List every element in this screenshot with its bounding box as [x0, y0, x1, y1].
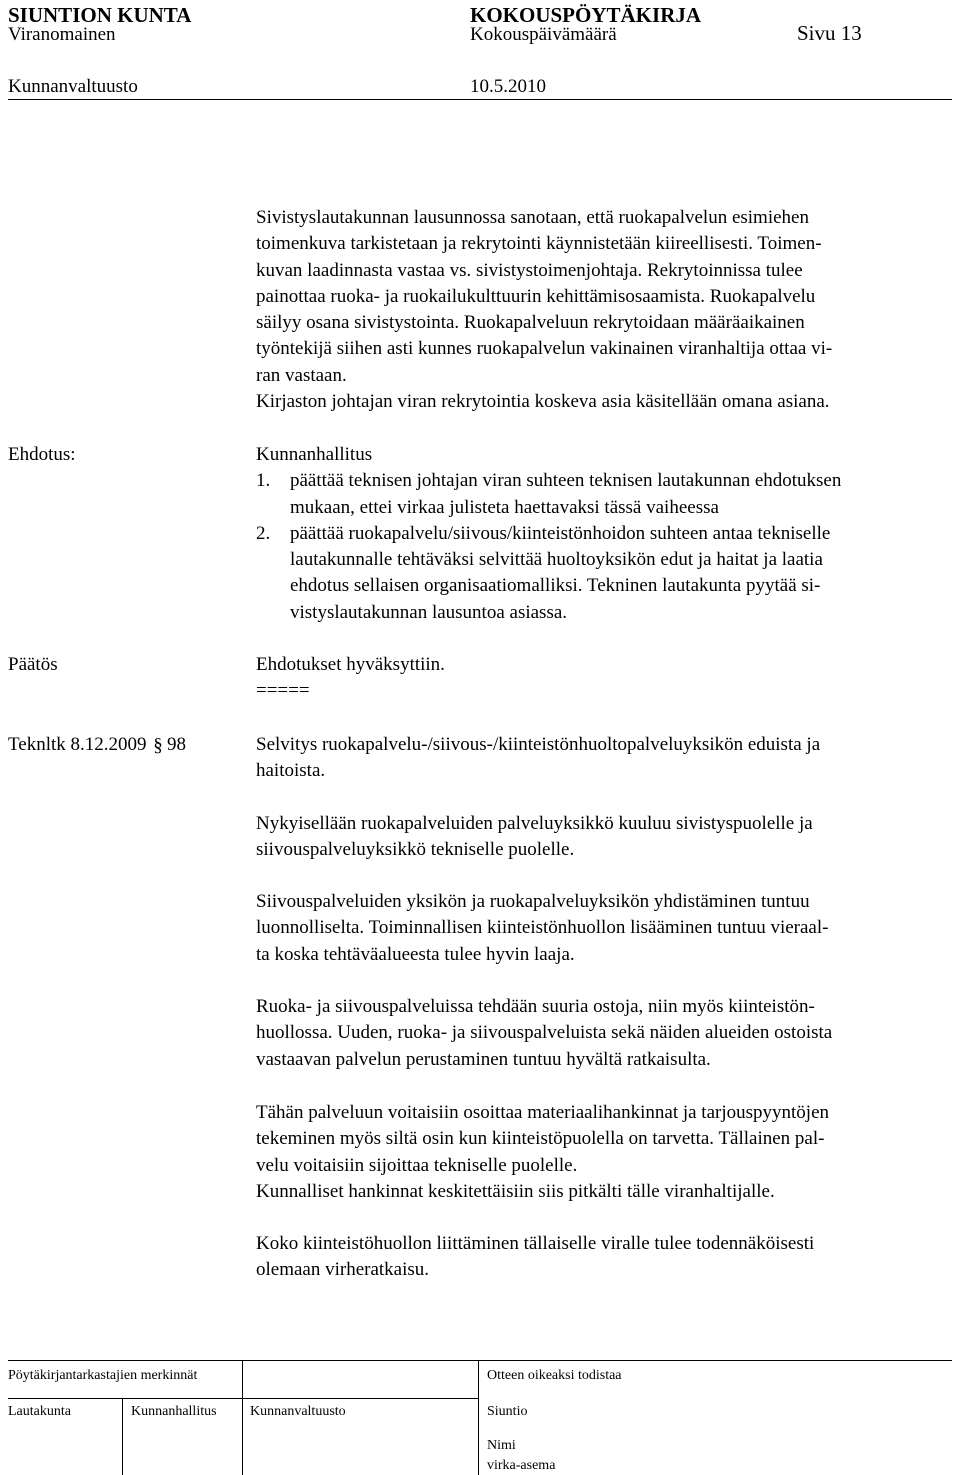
text-line: ta koska tehtäväalueesta tulee hyvin laaja. — [256, 943, 575, 965]
decision-body — [256, 652, 956, 705]
footer-position: virka-asema — [487, 1458, 556, 1473]
meeting-date: 10.5.2010 — [470, 76, 546, 97]
decision-text: Ehdotukset hyväksyttiin. — [256, 654, 445, 675]
paragraph — [256, 1100, 956, 1205]
text-line: lautakunnalle tehtäväksi selvittää huoltoyksikön edut ja haitat ja laatia — [290, 549, 823, 571]
reviewers-notes-label: Pöytäkirjantarkastajien merkinnät — [8, 1368, 198, 1383]
text-line: olemaan virheratkaisu. — [256, 1259, 430, 1281]
text-line: velu voitaisiin sijoittaa tekniselle puolelle. — [256, 1154, 578, 1176]
footer-divider-top — [8, 1360, 952, 1361]
text-line: mukaan, ettei virkaa julisteta haettavaksi tässä vaiheessa — [290, 496, 719, 518]
proposal-item-1 — [256, 468, 956, 494]
text-line: päättää teknisen johtajan viran suhteen teknisen lautakunnan ehdotuksen — [290, 470, 842, 492]
text-line: Tähän palveluun voitaisiin osoittaa materiaalihankinnat ja tarjouspyyntöjen — [256, 1102, 830, 1123]
authority-label: Viranomainen — [8, 24, 116, 45]
proposal-body-heading: Kunnanhallitus — [256, 444, 373, 465]
technical-title — [256, 732, 956, 785]
footer-committee: Lautakunta — [8, 1404, 71, 1419]
text-line: haitoista. — [256, 760, 326, 782]
text-line: ehdotus sellaisen organisaatiomalliksi. Tekninen lautakunta pyytää si- — [290, 575, 821, 597]
proposal-label: Ehdotus: — [8, 444, 76, 465]
footer-divider-middle — [8, 1398, 478, 1399]
text-line: säilyy osana sivistystointa. Ruokapalveluun rekrytoidaan määräaikainen — [256, 312, 805, 334]
text-line: huollossa. Uuden, ruoka- ja siivouspalveluista sekä näiden alueiden ostoista — [256, 1022, 833, 1044]
text-line: Nykyisellään ruokapalveluiden palveluyksikkö kuuluu sivistyspuolelle ja — [256, 813, 813, 834]
footer-column-divider — [478, 1360, 479, 1475]
text-line: päättää ruokapalvelu/siivous/kiinteistönhoidon suhteen antaa tekniselle — [290, 522, 831, 544]
certification-label: Otteen oikeaksi todistaa — [487, 1368, 622, 1383]
text-line: Sivistyslautakunnan lausunnossa sanotaan, että ruokapalvelun esimiehen — [256, 207, 809, 228]
paragraph — [256, 994, 956, 1073]
text-line: Kirjaston johtajan viran rekrytointia koskeva asia käsitellään omana asiana. — [256, 391, 830, 413]
text-line: painottaa ruoka- ja ruokailukulttuurin kehittämisosaamista. Ruokapalvelu — [256, 285, 816, 307]
technical-reference — [8, 732, 186, 758]
paragraph — [256, 889, 956, 968]
decision-label: Päätös — [8, 654, 58, 675]
text-line: luonnolliselta. Toiminnallisen kiinteistönhuollon lisääminen tuntuu vieraal- — [256, 917, 829, 939]
footer-council: Kunnanvaltuusto — [250, 1404, 346, 1419]
date-label: Kokouspäivämäärä — [470, 24, 617, 45]
text-line: siivouspalveluyksikkö tekniselle puolelle. — [256, 839, 575, 861]
page-number: Sivu 13 — [797, 21, 862, 45]
text-line: vistyslautakunnan lausuntoa asiassa. — [290, 601, 568, 623]
item-number: 2. — [256, 522, 271, 544]
footer-board: Kunnanhallitus — [131, 1404, 217, 1419]
paragraph — [256, 811, 956, 864]
footer-column-divider — [242, 1360, 243, 1475]
proposal-body — [256, 442, 956, 626]
text-line: työntekijä siihen asti kunnes ruokapalvelun vakinainen viranhaltija ottaa vi- — [256, 338, 833, 360]
authority: Kunnanvaltuusto — [8, 76, 138, 97]
item-number: 1. — [256, 470, 271, 492]
text-line: toimenkuva tarkistetaan ja rekrytointi käynnistetään kiireellisesti. Toimen- — [256, 233, 822, 255]
text-line: kuvan laadinnasta vastaa vs. sivistystoimenjohtaja. Rekrytoinnissa tulee — [256, 259, 803, 281]
intro-paragraph — [256, 205, 956, 415]
footer-name: Nimi — [487, 1438, 516, 1453]
text-line: Siivouspalveluiden yksikön ja ruokapalveluyksikön yhdistäminen tuntuu — [256, 891, 810, 912]
text-line: tekeminen myös siltä osin kun kiinteistöpuolella on tarvetta. Tällainen pal- — [256, 1128, 825, 1150]
text-line: Kunnalliset hankinnat keskitettäisiin siis pitkälti tälle viranhaltijalle. — [256, 1180, 775, 1202]
reference-label: Teknltk 8.12.2009 — [8, 734, 147, 755]
separator: ===== — [256, 680, 310, 702]
document-type: KOKOUSPÖYTÄKIRJA — [470, 3, 702, 27]
text-line: Selvitys ruokapalvelu-/siivous-/kiinteistönhuoltopalveluyksikön eduista ja — [256, 734, 821, 755]
proposal-item-2 — [256, 521, 956, 547]
section-sign-icon: § — [153, 735, 163, 756]
section-number: 98 — [167, 734, 187, 755]
text-line: ran vastaan. — [256, 364, 347, 386]
header-divider — [8, 99, 952, 100]
org-name: SIUNTION KUNTA — [8, 3, 192, 27]
paragraph — [256, 1231, 956, 1284]
footer-column-divider — [122, 1398, 123, 1475]
text-line: vastaavan palvelun perustaminen tuntuu hyvältä ratkaisulta. — [256, 1048, 711, 1070]
footer-place: Siuntio — [487, 1404, 528, 1419]
text-line: Koko kiinteistöhuollon liittäminen tällaiselle viralle tulee todennäköisesti — [256, 1233, 815, 1254]
text-line: Ruoka- ja siivouspalveluissa tehdään suuria ostoja, niin myös kiinteistön- — [256, 996, 815, 1017]
